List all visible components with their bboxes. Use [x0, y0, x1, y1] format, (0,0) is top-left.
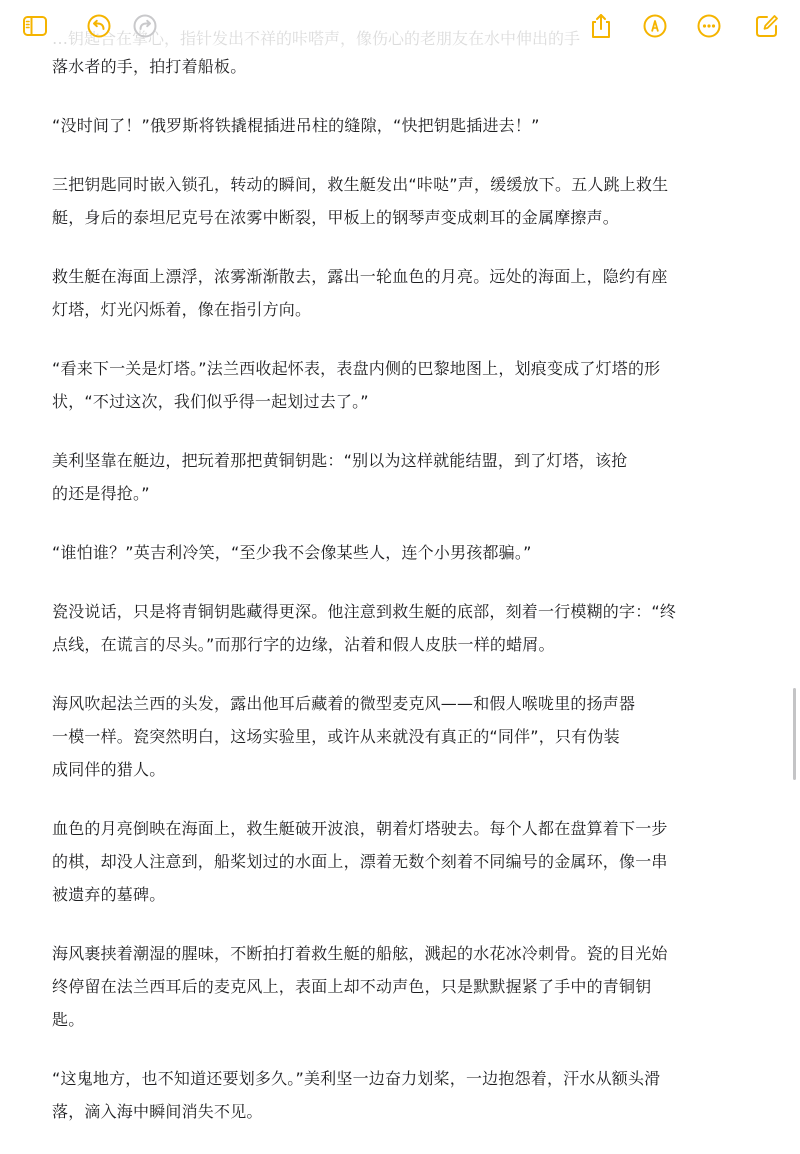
sidebar-toggle-button[interactable] — [18, 9, 52, 43]
text-line: 一模一样。瓷突然明白，这场实验里，或许从来就没有真正的“同伴”，只有伪装 — [52, 727, 620, 746]
more-icon — [696, 13, 722, 39]
text-line: 终停留在法兰西耳后的麦克风上，表面上却不动声色，只是默默握紧了手中的青铜钥 — [52, 977, 652, 996]
paragraph[interactable] — [52, 109, 752, 142]
redo-button[interactable] — [128, 9, 162, 43]
share-icon — [588, 12, 614, 40]
text-line: 状，“不过这次，我们似乎得一起划过去了。” — [52, 392, 369, 411]
text-line: 救生艇在海面上漂浮，浓雾渐渐散去，露出一轮血色的月亮。远处的海面上，隐约有座 — [52, 267, 668, 286]
paragraph[interactable] — [52, 812, 752, 911]
text-line: 灯塔，灯光闪烁着，像在指引方向。 — [52, 300, 312, 319]
compose-icon — [754, 13, 780, 39]
paragraph[interactable] — [52, 260, 752, 326]
markup-pen-icon — [642, 13, 668, 39]
text-line: 点线，在谎言的尽头。”而那行字的边缘，沾着和假人皮肤一样的蜡屑。 — [52, 635, 555, 654]
text-line: 成同伴的猎人。 — [52, 760, 166, 779]
paragraph[interactable] — [52, 536, 752, 569]
text-line: 的还是得抢。” — [52, 484, 150, 503]
text-line: “这鬼地方，也不知道还要划多久。”美利坚一边奋力划桨，一边抱怨着，汗水从额头滑 — [52, 1069, 661, 1088]
text-line: 的棋，却没人注意到，船桨划过的水面上，漂着无数个刻着不同编号的金属环，像一串 — [52, 852, 668, 871]
text-line: 瓷没说话，只是将青铜钥匙藏得更深。他注意到救生艇的底部，刻着一行模糊的字：“终 — [52, 602, 677, 621]
markup-button[interactable] — [638, 9, 672, 43]
note-body[interactable] — [52, 50, 752, 1154]
text-line: “谁怕谁？”英吉利冷笑，“至少我不会像某些人，连个小男孩都骗。” — [52, 543, 532, 562]
paragraph[interactable] — [52, 595, 752, 661]
share-button[interactable] — [584, 9, 618, 43]
paragraph[interactable] — [52, 444, 752, 510]
text-line: 被遗弃的墓碑。 — [52, 885, 166, 904]
text-line: 海风吹起法兰西的头发，露出他耳后藏着的微型麦克风——和假人喉咙里的扬声器 — [52, 694, 636, 713]
text-line: 三把钥匙同时嵌入锁孔，转动的瞬间，救生艇发出“咔哒”声，缓缓放下。五人跳上救生 — [52, 175, 669, 194]
redo-icon — [132, 13, 158, 39]
undo-icon — [86, 13, 112, 39]
text-line: 艇，身后的泰坦尼克号在浓雾中断裂，甲板上的钢琴声变成刺耳的金属摩擦声。 — [52, 208, 620, 227]
paragraph[interactable] — [52, 937, 752, 1036]
undo-button[interactable] — [82, 9, 116, 43]
paragraph[interactable] — [52, 50, 752, 83]
text-line: 落水者的手，拍打着船板。 — [52, 57, 247, 76]
text-line: 美利坚靠在艇边，把玩着那把黄铜钥匙：“别以为这样就能结盟，到了灯塔，该抢 — [52, 451, 628, 470]
text-line: “看来下一关是灯塔。”法兰西收起怀表，表盘内侧的巴黎地图上，划痕变成了灯塔的形 — [52, 359, 661, 378]
text-line: 落，滴入海中瞬间消失不见。 — [52, 1102, 263, 1121]
paragraph[interactable] — [52, 687, 752, 786]
text-line: 匙。 — [52, 1010, 85, 1029]
text-line: 血色的月亮倒映在海面上，救生艇破开波浪，朝着灯塔驶去。每个人都在盘算着下一步 — [52, 819, 668, 838]
sidebar-icon — [22, 15, 48, 37]
paragraph[interactable] — [52, 168, 752, 234]
text-line: “没时间了！”俄罗斯将铁撬棍插进吊柱的缝隙，“快把钥匙插进去！” — [52, 116, 540, 135]
more-options-button[interactable] — [692, 9, 726, 43]
compose-note-button[interactable] — [750, 9, 784, 43]
text-line: 海风裹挟着潮湿的腥味，不断拍打着救生艇的船舷，溅起的水花冰冷刺骨。瓷的目光始 — [52, 944, 668, 963]
top-toolbar — [0, 0, 800, 52]
paragraph[interactable] — [52, 1062, 752, 1128]
scroll-indicator[interactable] — [793, 688, 796, 780]
paragraph[interactable] — [52, 352, 752, 418]
faded-scrolled-text: …钥匙合在掌心，指针发出不祥的咔嗒声，像伤心的老朋友在水中伸出的手 — [52, 29, 581, 48]
